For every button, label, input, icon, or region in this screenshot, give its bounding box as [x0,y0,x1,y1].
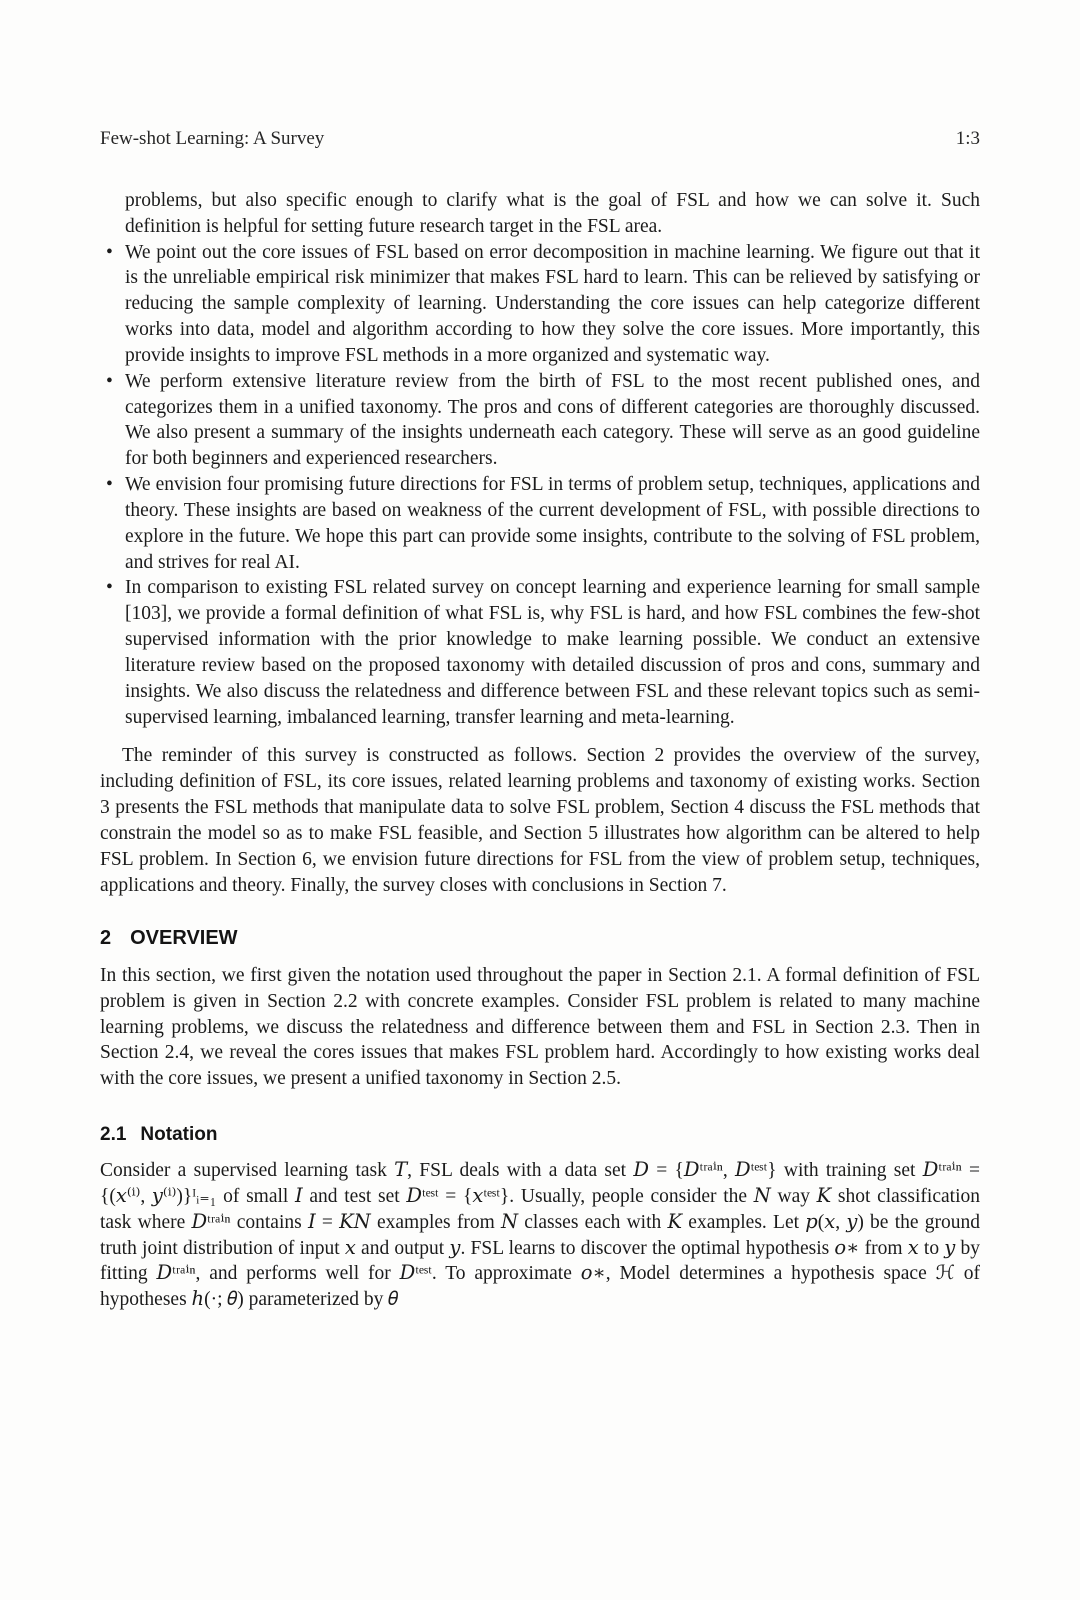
running-head [100,128,980,150]
running-title: Few-shot Learning: A Survey [100,128,325,149]
subsection-title: Notation [140,1124,218,1145]
notation-paragraph: Consider a supervised learning task 𝑇, FSL deals with a data set 𝐷 = {𝐷ᵗʳᵃⁱⁿ, 𝐷ᵗᵉˢᵗ} with training set 𝐷ᵗʳᵃⁱⁿ = {(𝑥⁽ⁱ⁾, 𝑦⁽ⁱ⁾)}ᴵᵢ₌₁ of small 𝐼 and test set 𝐷ᵗᵉˢᵗ = {𝑥ᵗᵉˢᵗ}. Usually, people consider the 𝑁 way 𝐾 shot classification task where 𝐷ᵗʳᵃⁱⁿ contains 𝐼 = 𝐾𝑁 examples from 𝑁 classes each with 𝐾 examples. Let 𝑝(𝑥, 𝑦) be the ground truth joint distribution of input 𝑥 and output 𝑦. FSL learns to discover the optimal hypothesis 𝑜∗ from 𝑥 to 𝑦 by fitting 𝐷ᵗʳᵃⁱⁿ, and performs well for 𝐷ᵗᵉˢᵗ. To approximate 𝑜∗, Model determines a hypothesis space ℋ of hypotheses ℎ(·; 𝜃) parameterized by 𝜃 [100,1160,980,1311]
bullet-text: We envision four promising future directions for FSL in terms of problem setup, techniques, applications and theory. These insights are based on weakness of the current development of FSL, with possible directions to explore in the future. We hope this part can provide some insights, contribute to the solving of FSL problem, and strives for real AI. [125,474,980,573]
bullet-item [100,369,980,472]
subsection-number: 2.1 [100,1124,127,1145]
subsection-heading-notation [100,1122,980,1147]
bullet-item [100,575,980,730]
bullet-marker: • [106,370,113,392]
bullet-item [100,472,980,575]
bullet-marker: • [106,577,113,599]
section-number: 2 [100,927,112,950]
bullet-marker: • [106,474,113,496]
page-number: 1:3 [955,128,980,149]
section-title: OVERVIEW [130,927,238,950]
bullet-text: In comparison to existing FSL related survey on concept learning and experience learning for small sample [103], we provide a formal definition of what FSL is, why FSL is hard, and how FSL combines the few-shot supervised information with the prior knowledge to make learning possible. We conduct an extensive literature review based on the proposed taxonomy with detailed discussion of pros and cons, summary and insights. We also discuss the relatedness and difference between FSL and these relevant topics such as semi-supervised learning, imbalanced learning, transfer learning and meta-learning. [125,577,980,728]
overview-intro-paragraph: In this section, we first given the notation used throughout the paper in Section 2.1. A formal definition of FSL problem is given in Section 2.2 with concrete examples. Consider FSL problem is related to many machine learning problems, we discuss the relatedness and difference between them and FSL in Section 2.3. Then in Section 2.4, we reveal the cores issues that makes FSL problem hard. Accordingly to how existing works deal with the core issues, we present a unified taxonomy in Section 2.5. [100,964,980,1090]
survey-structure-paragraph: The reminder of this survey is constructed as follows. Section 2 provides the overview of the survey, including definition of FSL, its core issues, related learning problems and taxonomy of existing works. Section 3 presents the FSL methods that manipulate data to solve FSL problem, Section 4 discuss the FSL methods that constrain the model so as to make FSL feasible, and Section 5 illustrates how algorithm can be altered to help FSL problem. In Section 6, we envision future directions for FSL from the view of problem setup, techniques, applications and theory. Finally, the survey closes with conclusions in Section 7. [100,745,980,896]
bullet-continuation-paragraph: problems, but also specific enough to clarify what is the goal of FSL and how we can solve it. Such definition is helpful for setting future research target in the FSL area. [125,190,980,237]
section-heading-overview [100,925,980,952]
page-content [100,188,980,1313]
bullet-item [100,240,980,369]
bullet-text: We point out the core issues of FSL based on error decomposition in machine learning. We figure out that it is the unreliable empirical risk minimizer that makes FSL hard to learn. This can be relieved by satisfying or reducing the sample complexity of learning. Understanding the core issues can help categorize different works into data, model and algorithm according to how they solve the core issues. More importantly, this provide insights to improve FSL methods in a more organized and systematic way. [125,241,980,366]
bullet-text: We perform extensive literature review from the birth of FSL to the most recent published ones, and categorizes them in a unified taxonomy. The pros and cons of different categories are thoroughly discussed. We also present a summary of the insights underneath each category. These will serve as an good guideline for both beginners and experienced researchers. [125,370,980,470]
bullet-marker: • [106,241,113,263]
